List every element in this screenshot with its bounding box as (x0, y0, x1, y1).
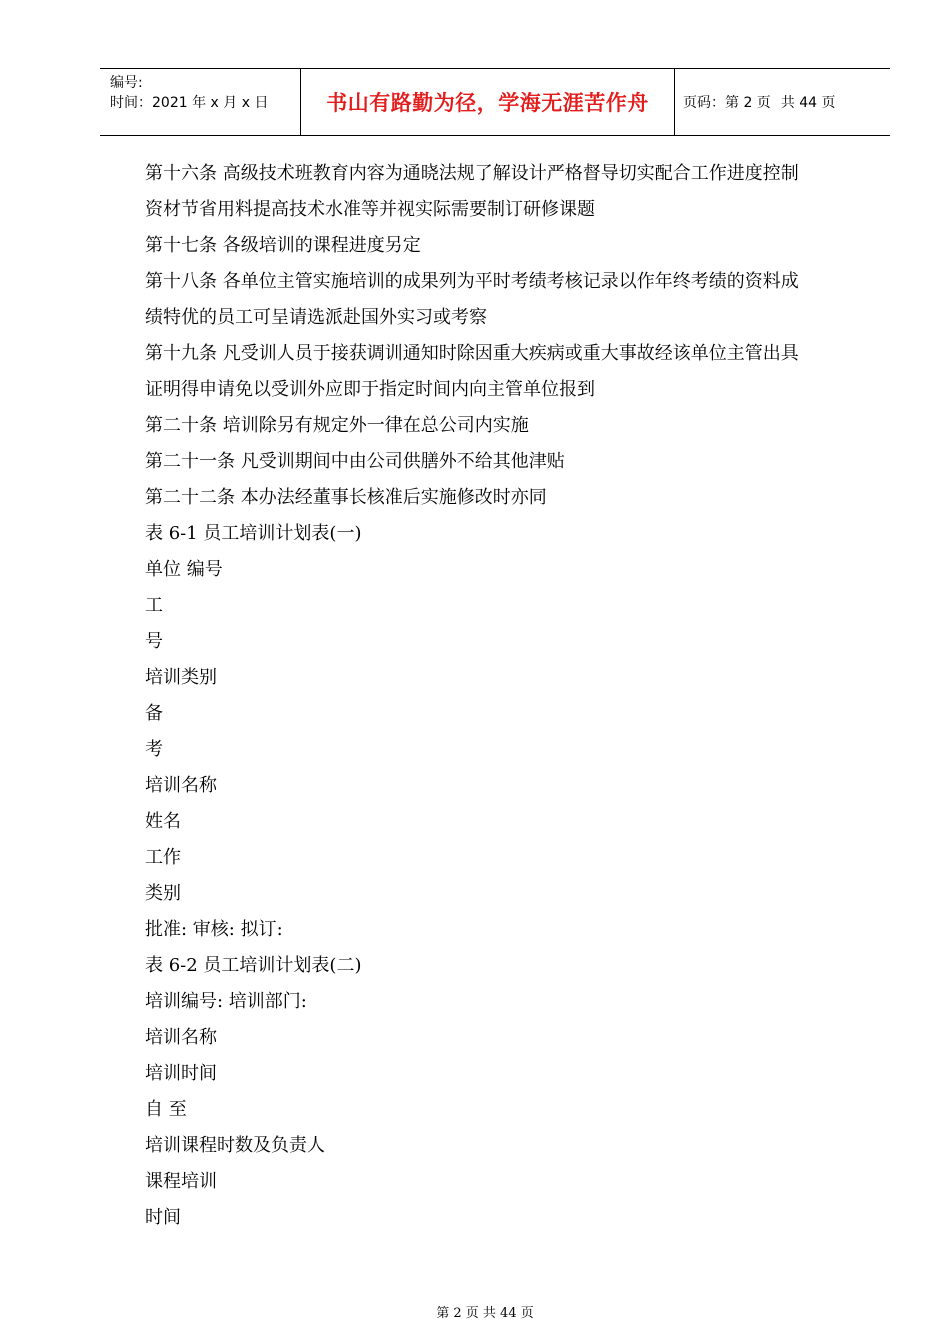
text-line: 考 (145, 739, 163, 760)
page-header (100, 68, 890, 136)
page-footer: 第 2 页 共 44 页 (436, 1306, 534, 1321)
text-line: 培训课程时数及负责人 (145, 1135, 325, 1156)
header-number-label: 编号: (110, 75, 143, 91)
text-line: 第十八条 各单位主管实施培训的成果列为平时考绩考核记录以作年终考绩的资料成 (145, 271, 799, 292)
header-total-label: 共 44 页 (780, 95, 836, 111)
header-page-cell (675, 69, 890, 135)
text-line: 培训类别 (145, 667, 217, 688)
text-line: 号 (145, 631, 163, 652)
text-line: 备 (145, 703, 163, 724)
text-line: 工 (145, 595, 163, 616)
text-line: 第十九条 凡受训人员于接获调训通知时除因重大疾病或重大事故经该单位主管出具 (145, 343, 799, 364)
text-line: 课程培训 (145, 1171, 217, 1192)
text-line: 第二十条 培训除另有规定外一律在总公司内实施 (145, 415, 529, 436)
text-line: 类别 (145, 883, 181, 904)
text-line: 第二十一条 凡受训期间中由公司供膳外不给其他津贴 (145, 451, 565, 472)
text-line: 证明得申请免以受训外应即于指定时间内向主管单位报到 (145, 379, 595, 400)
text-line: 培训名称 (145, 1027, 217, 1048)
text-line: 培训名称 (145, 775, 217, 796)
text-line: 时间 (145, 1207, 181, 1228)
header-page-label: 页码：第 2 页 (683, 95, 771, 111)
text-line: 资材节省用料提高技术水准等并视实际需要制订研修课题 (145, 199, 595, 220)
header-meta-cell (100, 69, 301, 135)
text-line: 姓名 (145, 811, 181, 832)
text-line: 第二十二条 本办法经董事长核准后实施修改时亦同 (145, 487, 547, 508)
text-line: 绩特优的员工可呈请选派赴国外实习或考察 (145, 307, 487, 328)
table-caption: 表 6-2 员工培训计划表(二) (145, 955, 362, 976)
header-motto: 书山有路勤为径，学海无涯苦作舟 (301, 69, 675, 135)
text-line: 第十六条 高级技术班教育内容为通晓法规了解设计严格督导切实配合工作进度控制 (145, 163, 799, 184)
text-line: 单位 编号 (145, 559, 223, 580)
text-line: 自 至 (145, 1099, 187, 1120)
document-body (145, 156, 855, 1236)
table-caption: 表 6-1 员工培训计划表(一) (145, 523, 362, 544)
text-line: 工作 (145, 847, 181, 868)
text-line: 培训时间 (145, 1063, 217, 1084)
header-time-label: 时间：2021 年 x 月 x 日 (110, 95, 269, 111)
text-line: 第十七条 各级培训的课程进度另定 (145, 235, 421, 256)
text-line: 培训编号: 培训部门: (145, 991, 307, 1012)
text-line: 批准: 审核: 拟订: (145, 919, 283, 940)
